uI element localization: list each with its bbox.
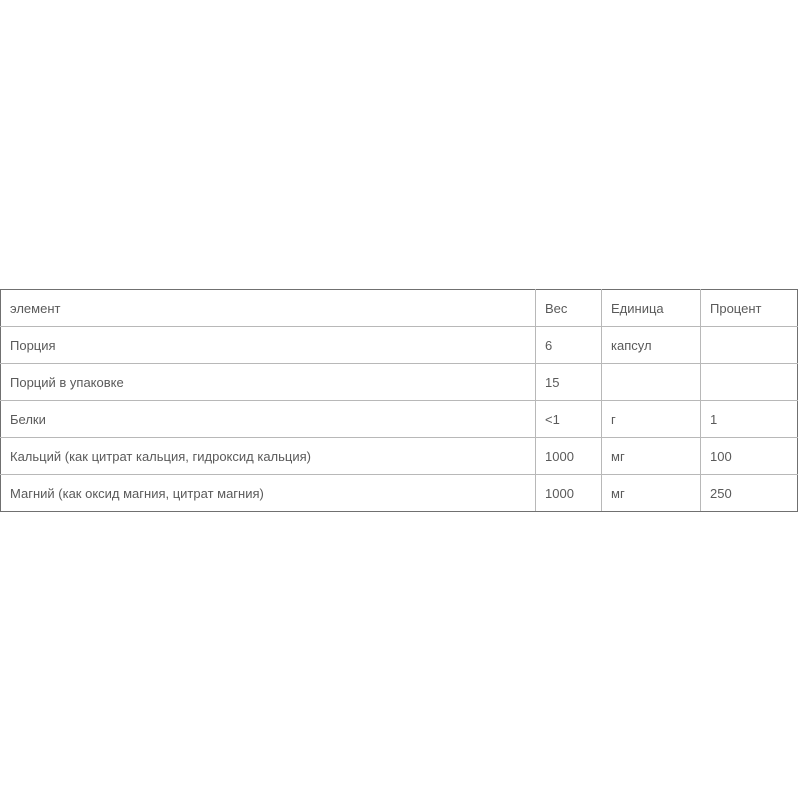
nutrition-table-container xyxy=(0,289,797,512)
table-row xyxy=(1,327,798,364)
cell-percent xyxy=(701,364,798,401)
cell-element: Магний (как оксид магния, цитрат магния) xyxy=(1,475,536,512)
cell-weight: <1 xyxy=(536,401,602,438)
table-header-row xyxy=(1,290,798,327)
cell-weight: 15 xyxy=(536,364,602,401)
cell-element: Кальций (как цитрат кальция, гидроксид кальция) xyxy=(1,438,536,475)
cell-unit: г xyxy=(602,401,701,438)
cell-unit xyxy=(602,364,701,401)
cell-unit: мг xyxy=(602,475,701,512)
cell-weight: 1000 xyxy=(536,475,602,512)
cell-element: Порция xyxy=(1,327,536,364)
header-element: элемент xyxy=(1,290,536,327)
cell-percent: 100 xyxy=(701,438,798,475)
cell-element: Белки xyxy=(1,401,536,438)
cell-unit: мг xyxy=(602,438,701,475)
cell-percent: 250 xyxy=(701,475,798,512)
cell-element: Порций в упаковке xyxy=(1,364,536,401)
nutrition-table xyxy=(0,289,798,512)
cell-percent: 1 xyxy=(701,401,798,438)
table-row xyxy=(1,401,798,438)
header-percent: Процент xyxy=(701,290,798,327)
cell-weight: 1000 xyxy=(536,438,602,475)
header-weight: Вес xyxy=(536,290,602,327)
table-row xyxy=(1,475,798,512)
cell-unit: капсул xyxy=(602,327,701,364)
cell-weight: 6 xyxy=(536,327,602,364)
table-row xyxy=(1,438,798,475)
table-row xyxy=(1,364,798,401)
header-unit: Единица xyxy=(602,290,701,327)
cell-percent xyxy=(701,327,798,364)
